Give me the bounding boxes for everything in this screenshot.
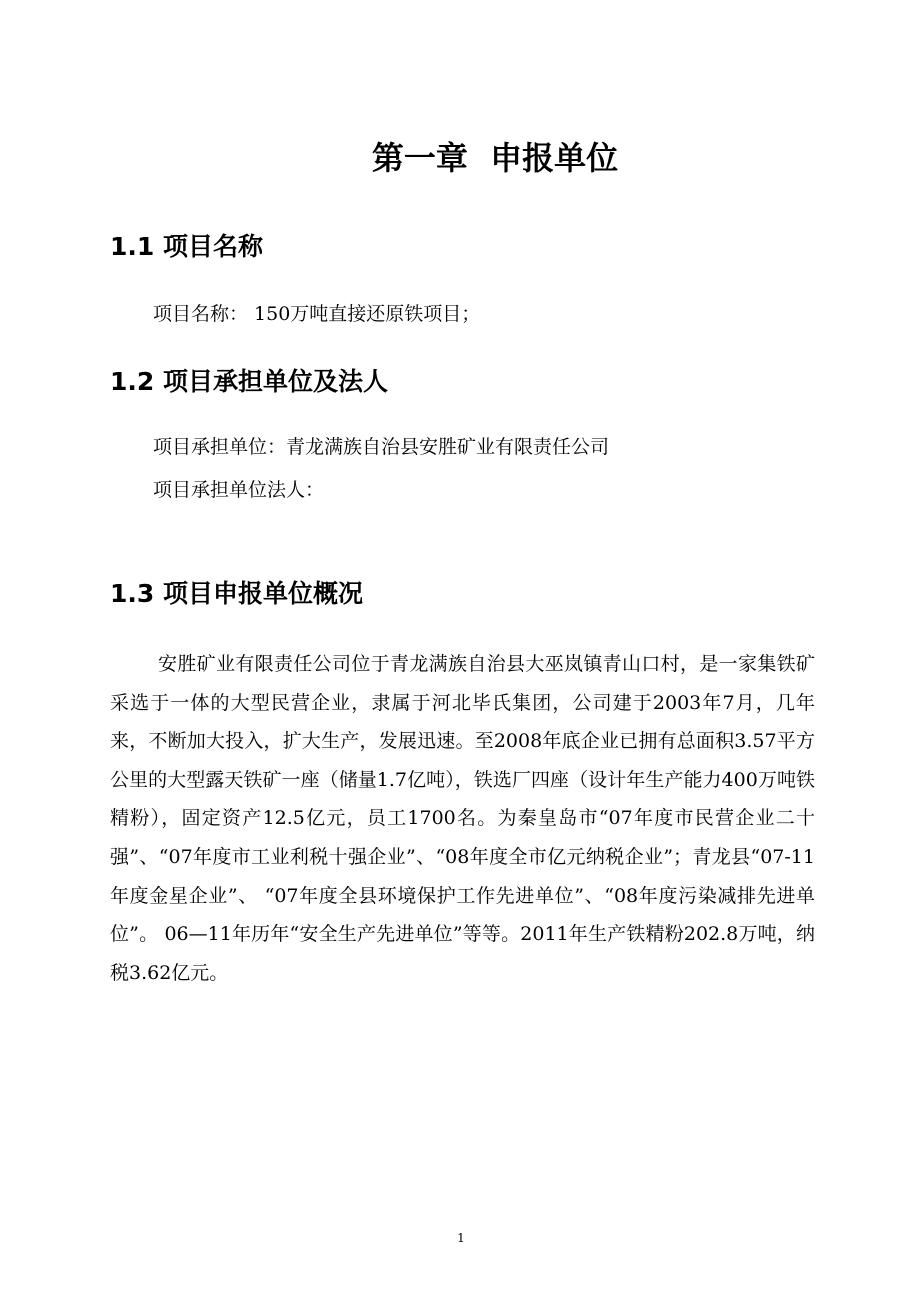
undertaking-unit-line: 项目承担单位：青龙满族自治县安胜矿业有限责任公司: [153, 436, 610, 458]
project-name-line: 项目名称： 150万吨直接还原铁项目；: [153, 303, 481, 325]
chapter-title: 第一章 申报单位: [371, 139, 619, 177]
company-overview-paragraph: 安胜矿业有限责任公司位于青龙满族自治县大巫岚镇青山口村，是一家集铁矿采选于一体的大型民营企业，隶属于河北毕氏集团，公司建于2003年7月，几年来，不断加大投入，扩大生产，发展迅速。至2008年底企业已拥有总面积3.57平方公里的大型露天铁矿一座（储量1.7亿吨），铁选厂四座（设计年生产能力400万吨铁精粉），固定资产12.5亿元，员工1700名。为秦皇岛市“07年度市民营企业二十强”、“07年度市工业利税十强企业”、“08年度全市亿元纳税企业”；青龙县“07-11年度金星企业”、 “07年度全县环境保护工作先进单位”、“08年度污染减排先进单位”。 06—11年历年“安全生产先进单位”等等。2011年生产铁精粉202.8万吨，纳税3.62亿元。: [110, 653, 815, 984]
page-number: 1: [457, 1231, 465, 1245]
legal-person-line: 项目承担单位法人：: [153, 479, 325, 501]
section-heading-1-3: 1.3 项目申报单位概况: [110, 579, 363, 608]
section-heading-1-1: 1.1 项目名称: [110, 232, 263, 261]
section-heading-1-2: 1.2 项目承担单位及法人: [110, 367, 388, 396]
